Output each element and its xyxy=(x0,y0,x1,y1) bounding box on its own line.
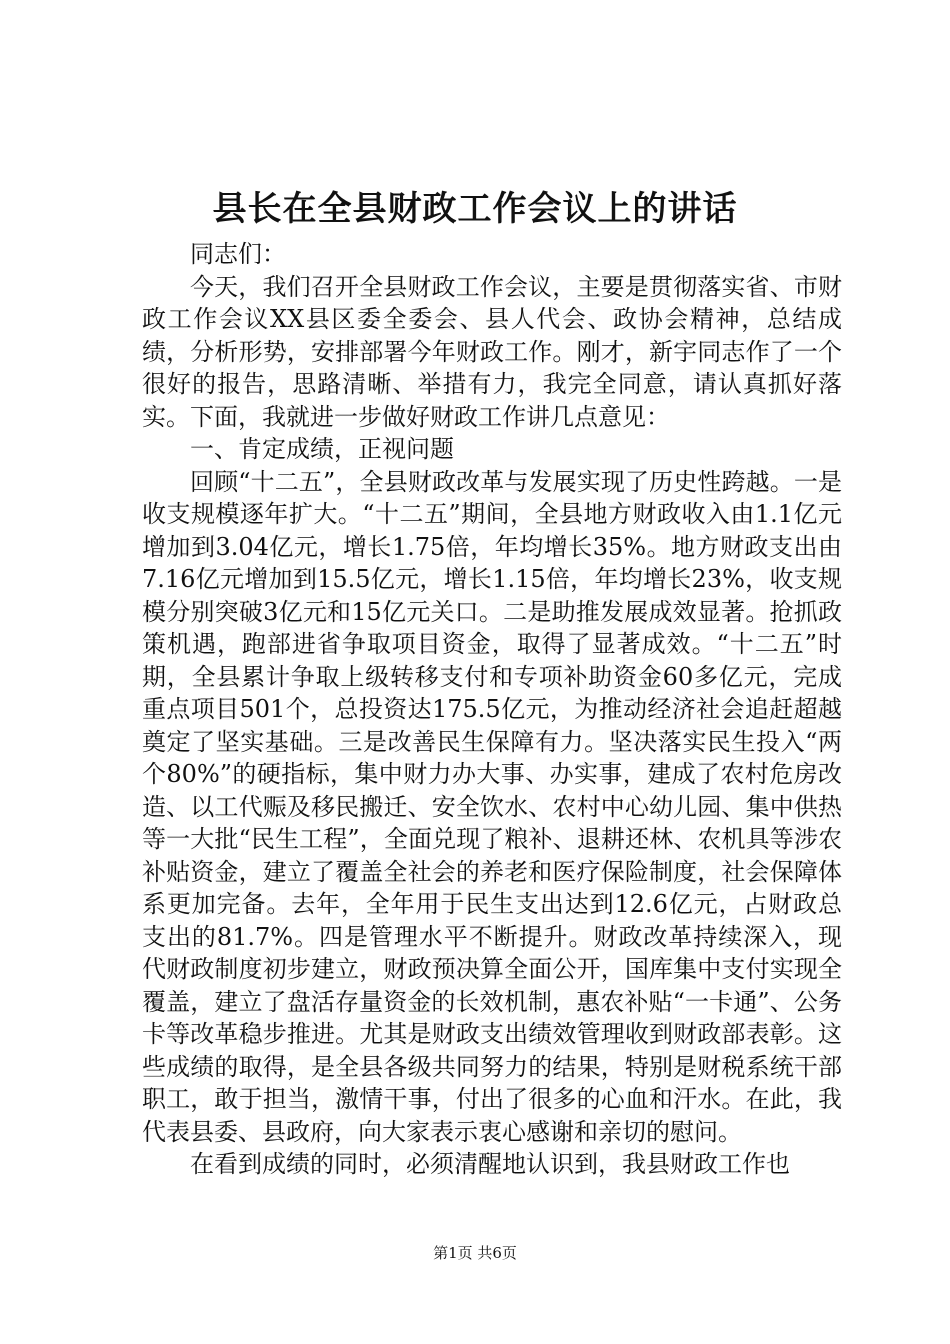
document-title: 县长在全县财政工作会议上的讲话 xyxy=(212,189,738,229)
section-heading: 一、肯定成绩，正视问题 xyxy=(190,435,454,463)
continuation-paragraph: 在看到成绩的同时，必须清醒地认识到，我县财政工作也 xyxy=(190,1150,790,1178)
salutation-paragraph: 同志们： xyxy=(190,240,286,268)
intro-paragraph: 今天，我们召开全县财政工作会议，主要是贯彻落实省、市财政工作会议XX县区委全委会、县人代会、政协会精神，总结成绩，分析形势，安排部署今年财政工作。刚才，新宇同志作了一个很好的报告，思路清晰、举措有力，我完全同意，请认真抓好落实。下面，我就进一步做好财政工作讲几点意见： xyxy=(142,272,842,431)
achievements-paragraph: 回顾“十二五”，全县财政改革与发展实现了历史性跨越。一是收支规模逐年扩大。“十二五”期间，全县地方财政收入由1.1亿元增加到3.04亿元，增长1.75倍，年均增长35%。地方财政支出由7.16亿元增加到15.5亿元，增长1.15倍，年均增长23%，收支规模分别突破3亿元和15亿元关口。二是助推发展成效显著。抢抓政策机遇，跑部进省争取项目资金，取得了显著成效。“十二五”时期，全县累计争取上级转移支付和专项补助资金60多亿元，完成重点项目501个，总投资达175.5亿元，为推动经济社会追赶超越奠定了坚实基础。三是改善民生保障有力。坚决落实民生投入“两个80%”的硬指标，集中财力办大事、办实事，建成了农村危房改造、以工代赈及移民搬迁、安全饮水、农村中心幼儿园、集中供热等一大批“民生工程”，全面兑现了粮补、退耕还林、农机具等涉农补贴资金，建立了覆盖全社会的养老和医疗保险制度，社会保障体系更加完备。去年，全年用于民生支出达到12.6亿元，占财政总支出的81.7%。四是管理水平不断提升。财政改革持续深入，现代财政制度初步建立，财政预决算全面公开，国库集中支付实现全覆盖，建立了盘活存量资金的长效机制，惠农补贴“一卡通”、公务卡等改革稳步推进。尤其是财政支出绩效管理收到财政部表彰。这些成绩的取得，是全县各级共同努力的结果，特别是财税系统干部职工，敢于担当，激情干事，付出了很多的心血和汗水。在此，我代表县委、县政府，向大家表示衷心感谢和亲切的慰问。 xyxy=(142,467,842,1146)
page-footer: 第1页 共6页 xyxy=(433,1244,517,1262)
document-body xyxy=(142,238,842,1181)
